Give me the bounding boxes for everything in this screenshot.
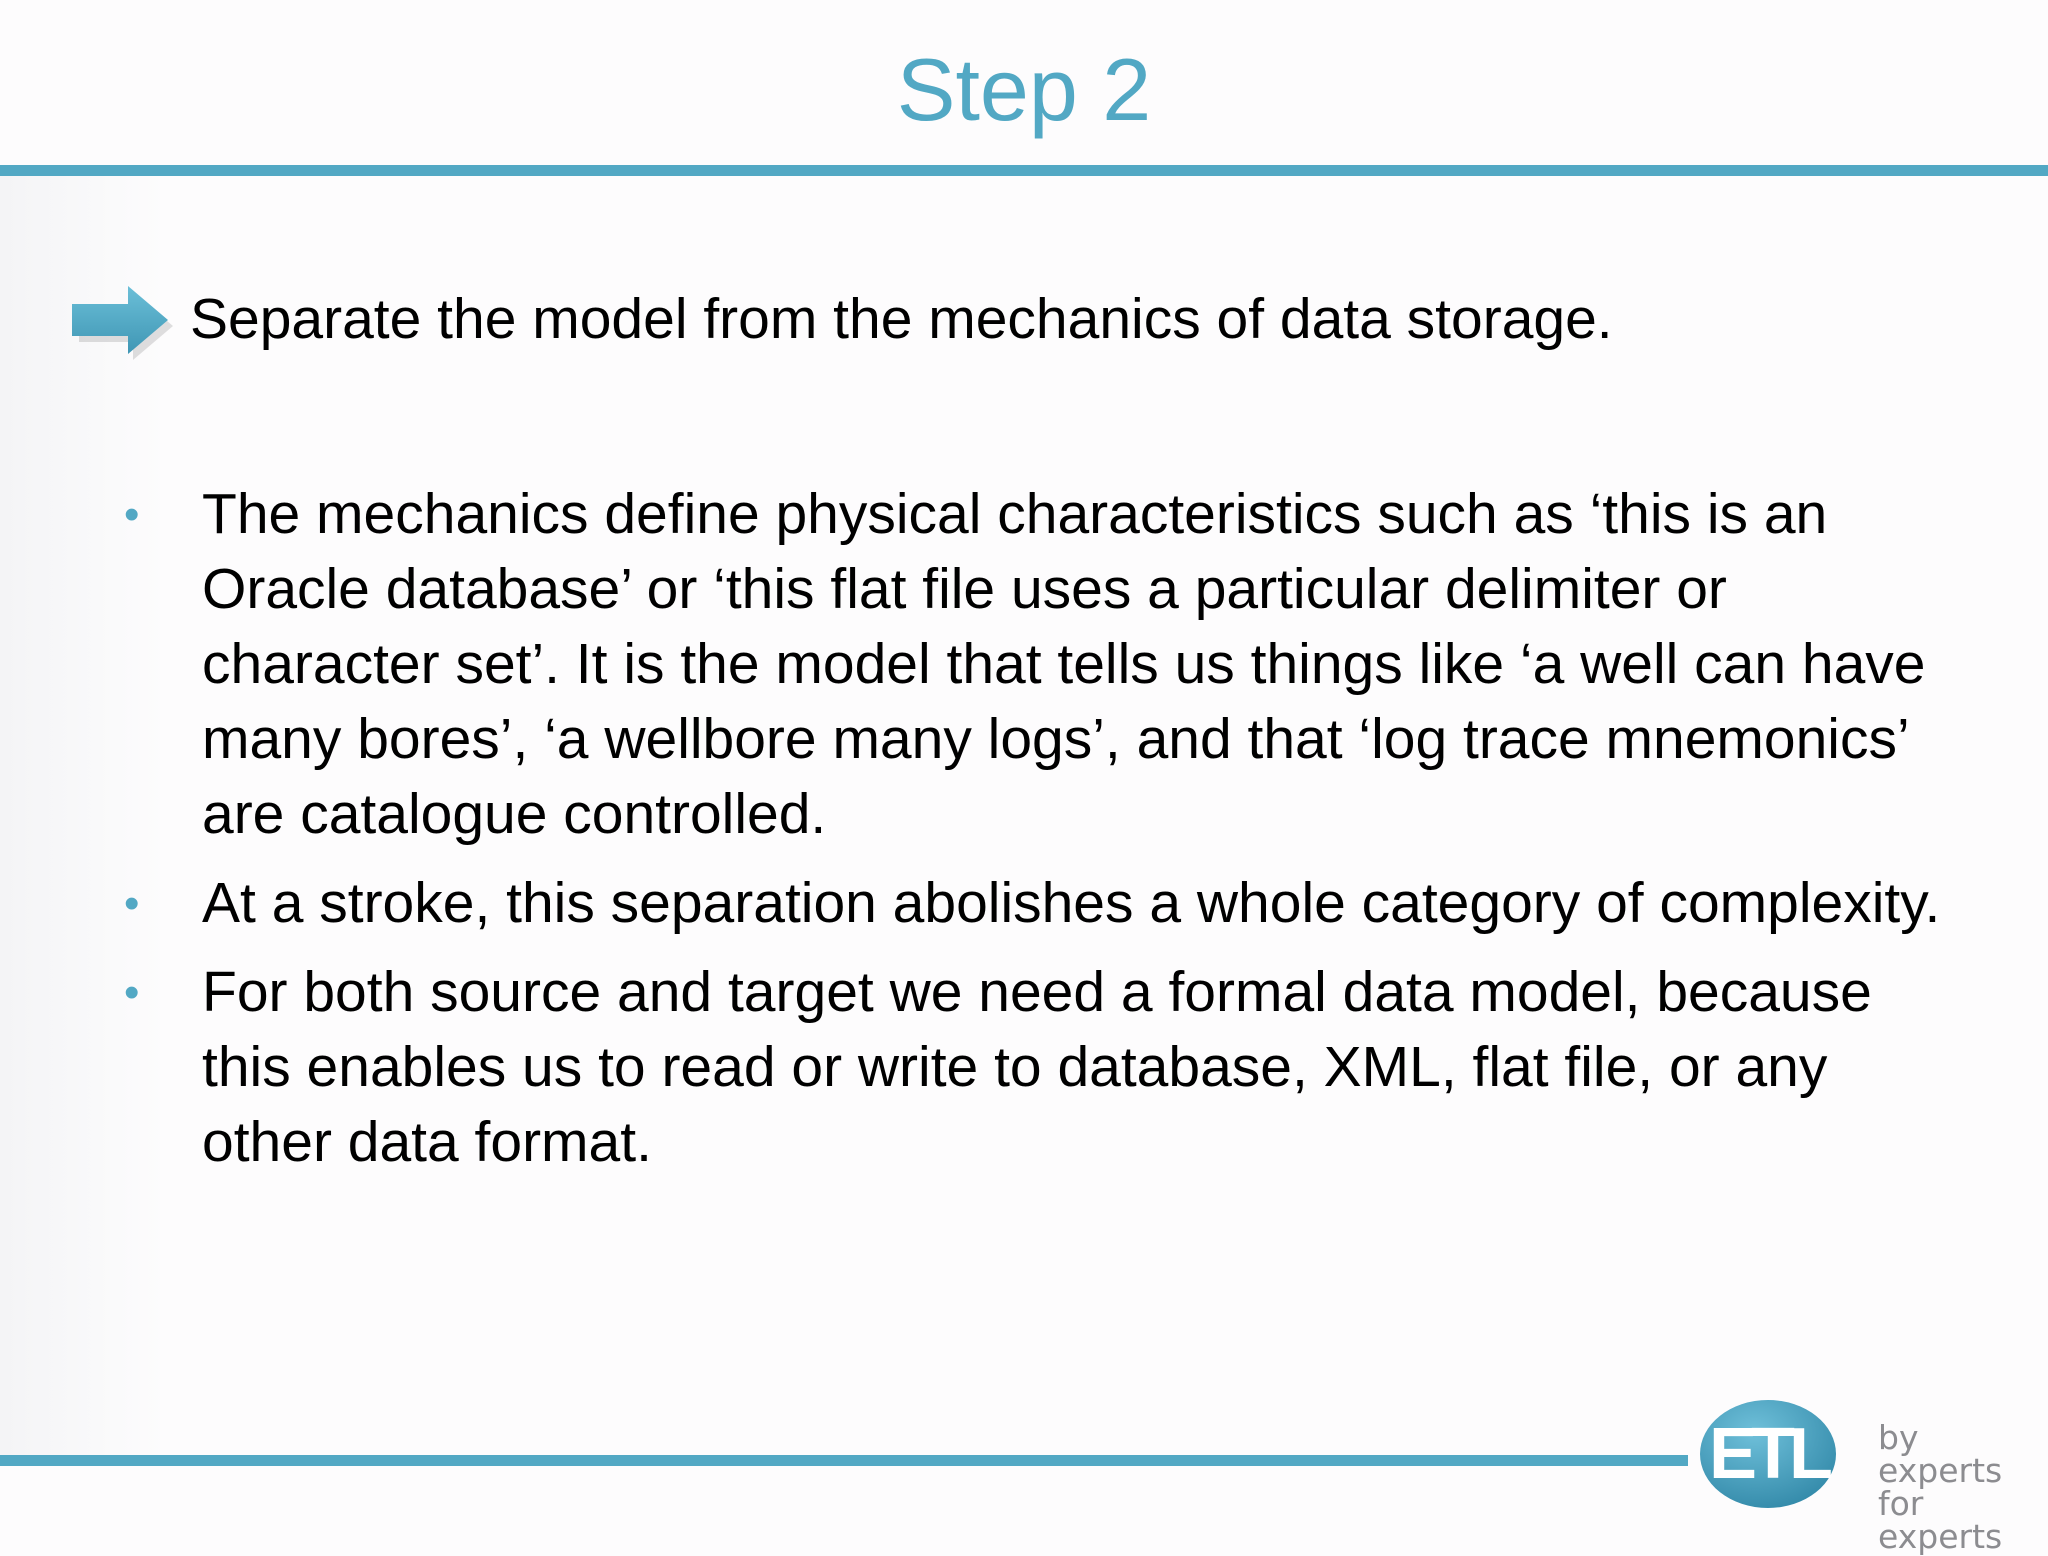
bullet-item (0, 955, 1942, 1180)
slide-title: Step 2 (896, 40, 1152, 139)
bullet-text: At a stroke, this separation abolishes a whole category of complexity. (202, 871, 1941, 935)
bullet-dot-icon: • (124, 490, 140, 539)
bullet-text: For both source and target we need a formal data model, because this enables us to read or write to database, XML, flat file, or any other data format. (202, 960, 1872, 1174)
tagline-line-2: for experts (1878, 1484, 2003, 1556)
bullet-dot-icon: • (124, 879, 140, 928)
bottom-divider (0, 1455, 1688, 1466)
bullet-text: The mechanics define physical characteristics such as ‘this is an Oracle database’ or ‘this flat file uses a particular delimiter or character set’. It is the model that tells us things like ‘a well can have many bores’, ‘a wellbore many logs’, and that ‘log trace mnemonics’ are catalogue controlled. (202, 482, 1926, 846)
tagline (1878, 1418, 2048, 1556)
bullet-dot-icon: • (124, 968, 140, 1017)
logo-text: ETL (1709, 1414, 1827, 1494)
etl-logo (1698, 1398, 1838, 1510)
bullet-item (0, 477, 1942, 852)
top-divider (0, 165, 2048, 176)
tagline-line-1: by experts (1878, 1418, 2003, 1490)
lead-statement: Separate the model from the mechanics of data storage. (190, 287, 1613, 351)
arrow-right-icon (70, 282, 176, 366)
bullet-item (0, 866, 1942, 941)
bullet-list (0, 477, 1960, 1194)
